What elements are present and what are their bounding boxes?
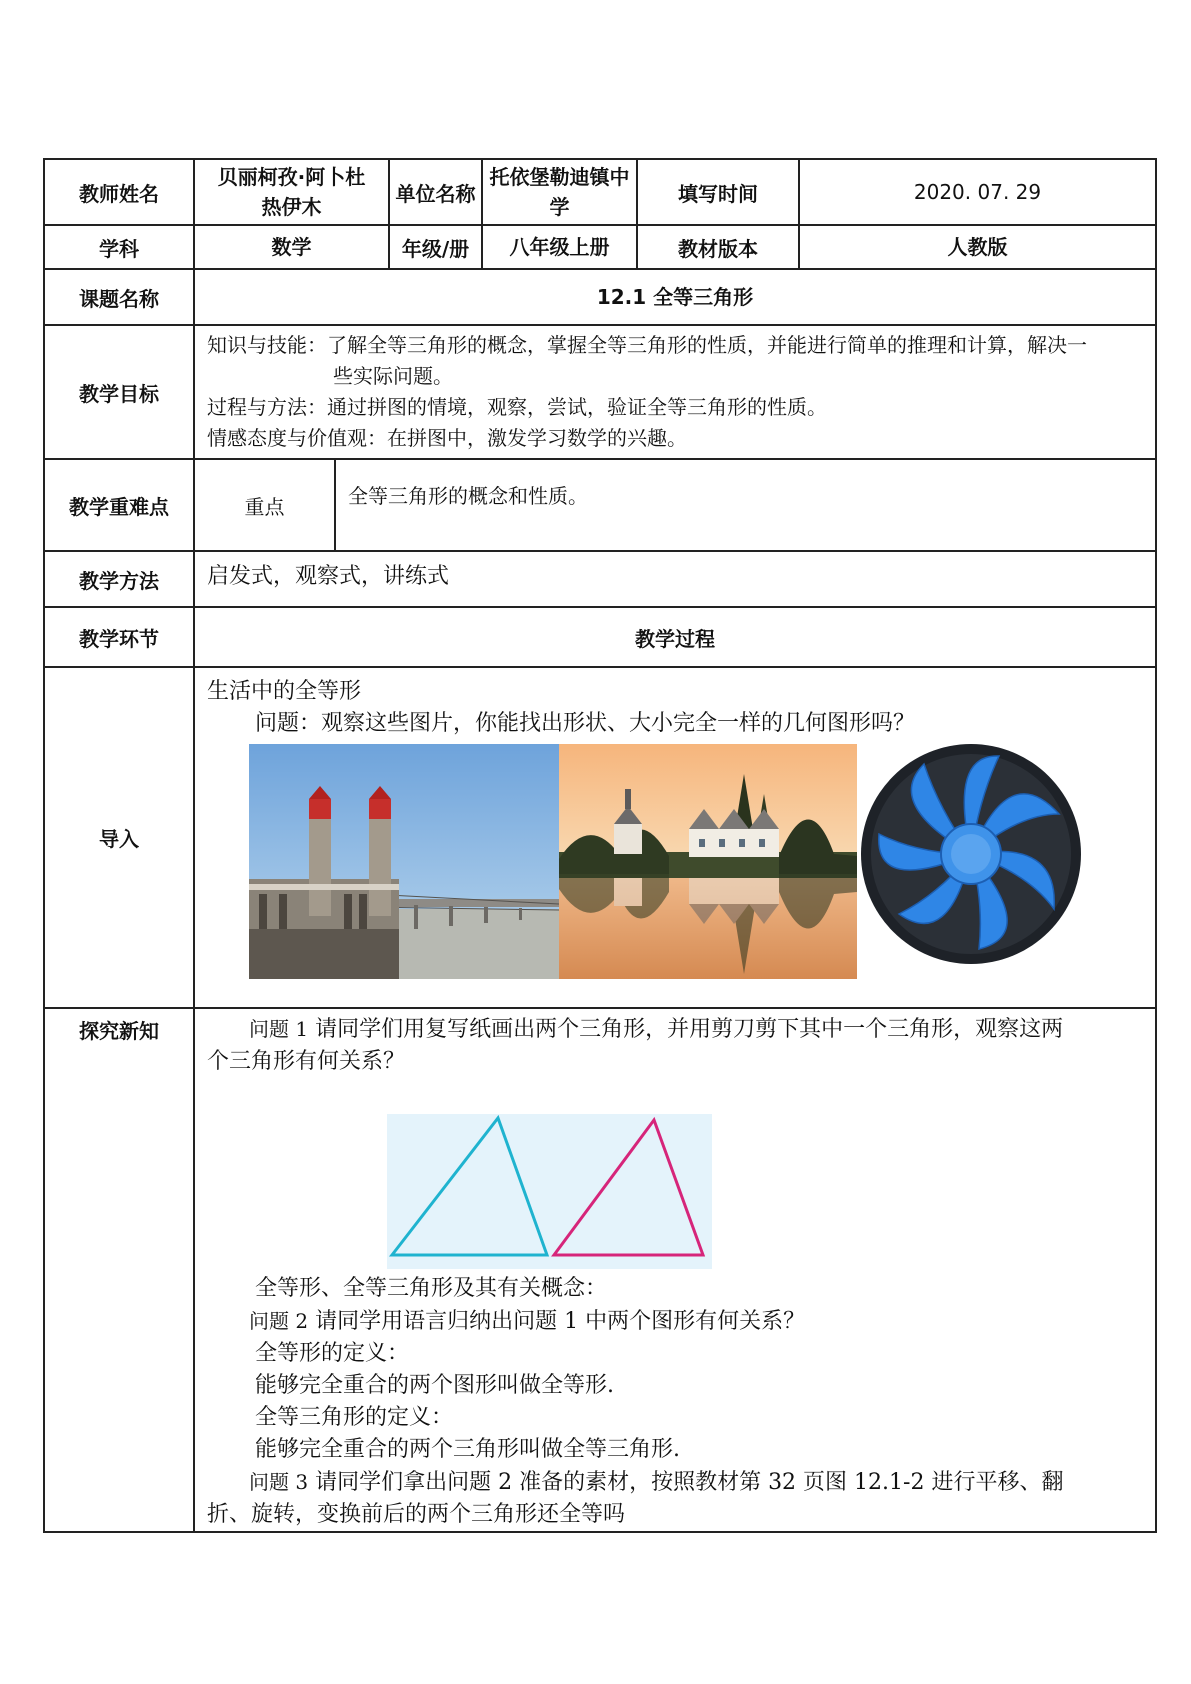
- intro-label: 导入: [44, 667, 194, 1008]
- edition-label: 教材版本: [637, 225, 799, 269]
- date-value: 2020. 07. 29: [799, 159, 1156, 225]
- goal-attitude: 情感态度与价值观：在拼图中，激发学习数学的兴趣。: [207, 426, 687, 450]
- triangle-diagram: [387, 1114, 712, 1269]
- goals-label: 教学目标: [44, 325, 194, 459]
- q3-text-line2: 折、旋转，变换前后的两个三角形还全等吗: [207, 1502, 626, 1527]
- teacher-name-line2: 热伊木: [261, 195, 322, 219]
- q1-text-line1: 请同学们用复写纸画出两个三角形，并用剪刀剪下其中一个三角形，观察这两: [308, 1017, 1064, 1042]
- right-triangle: [554, 1120, 703, 1255]
- goal-knowledge-line1: 知识与技能：了解全等三角形的概念，掌握全等三角形的性质，并能进行简单的推理和计算，解决一: [207, 333, 1087, 357]
- edition-value: 人教版: [799, 225, 1156, 269]
- key-points-label: 教学重难点: [44, 459, 194, 551]
- cooling-fan-photo: [859, 744, 1084, 979]
- q1-prefix: 问题 1: [249, 1017, 309, 1041]
- q3-line1: [207, 1466, 1145, 1499]
- q2-line: [207, 1305, 1145, 1338]
- header-row-2: [44, 225, 1156, 269]
- lesson-plan-table: [43, 158, 1157, 1533]
- def2-text: 能够完全重合的两个三角形叫做全等三角形.: [255, 1437, 680, 1462]
- def1-title: 全等形的定义：: [255, 1341, 410, 1366]
- grade-label: 年级/册: [389, 225, 482, 269]
- methods-label: 教学方法: [44, 551, 194, 607]
- subject-value: 数学: [194, 225, 389, 269]
- key-points-sub-label: 重点: [195, 460, 335, 550]
- goal-process: 过程与方法：通过拼图的情境，观察，尝试，验证全等三角形的性质。: [207, 395, 827, 419]
- intro-content: [194, 667, 1156, 1008]
- concepts-title: 全等形、全等三角形及其有关概念：: [255, 1276, 608, 1301]
- q2-text: 请同学用语言归纳出问题 1 中两个图形有何关系？: [308, 1309, 806, 1334]
- explore-label: 探究新知: [44, 1008, 194, 1532]
- intro-photos: [207, 744, 1145, 984]
- header-row-1: [44, 159, 1156, 225]
- intro-title: 生活中的全等形: [207, 679, 362, 704]
- subject-label: 学科: [44, 225, 194, 269]
- process-stage-label: 教学环节: [44, 607, 194, 667]
- key-points-content: [194, 459, 1156, 551]
- lake-house-photo: [559, 744, 857, 979]
- q1-line1: [207, 1013, 1145, 1046]
- left-triangle: [392, 1118, 547, 1255]
- methods-row: [44, 551, 1156, 607]
- unit-name: 托依堡勒迪镇中学: [482, 159, 637, 225]
- def1-text: 能够完全重合的两个图形叫做全等形.: [255, 1373, 614, 1398]
- topic-row: [44, 269, 1156, 325]
- bridge-photo: [249, 744, 559, 979]
- goal-knowledge-line2: 些实际问题。: [333, 364, 453, 388]
- topic-label: 课题名称: [44, 269, 194, 325]
- goals-content: [194, 325, 1156, 459]
- topic-value: 12.1 全等三角形: [194, 269, 1156, 325]
- q3-text-line1: 请同学们拿出问题 2 准备的素材，按照教材第 32 页图 12.1-2 进行平移、翻: [308, 1470, 1064, 1495]
- grade-value: 八年级上册: [482, 225, 637, 269]
- explore-content: [194, 1008, 1156, 1532]
- intro-row: [44, 667, 1156, 1008]
- process-title: 教学过程: [194, 607, 1156, 667]
- key-points-inner: [195, 460, 1155, 550]
- q1-text-line2: 个三角形有何关系？: [207, 1049, 406, 1074]
- triangle-figure: [387, 1114, 712, 1269]
- unit-label: 单位名称: [389, 159, 482, 225]
- q3-prefix: 问题 3: [249, 1470, 309, 1494]
- def2-title: 全等三角形的定义：: [255, 1405, 454, 1430]
- q2-prefix: 问题 2: [249, 1309, 309, 1333]
- process-header-row: [44, 607, 1156, 667]
- teacher-name-line1: 贝丽柯孜·阿卜杜: [217, 165, 366, 189]
- key-points-text: 全等三角形的概念和性质。: [348, 484, 588, 508]
- explore-row: [44, 1008, 1156, 1532]
- intro-question: 问题：观察这些图片，你能找出形状、大小完全一样的几何图形吗？: [255, 711, 916, 736]
- date-label: 填写时间: [637, 159, 799, 225]
- teacher-label: 教师姓名: [44, 159, 194, 225]
- teacher-name: [194, 159, 389, 225]
- key-points-row: [44, 459, 1156, 551]
- methods-text: 启发式，观察式，讲练式: [194, 551, 1156, 607]
- goals-row: [44, 325, 1156, 459]
